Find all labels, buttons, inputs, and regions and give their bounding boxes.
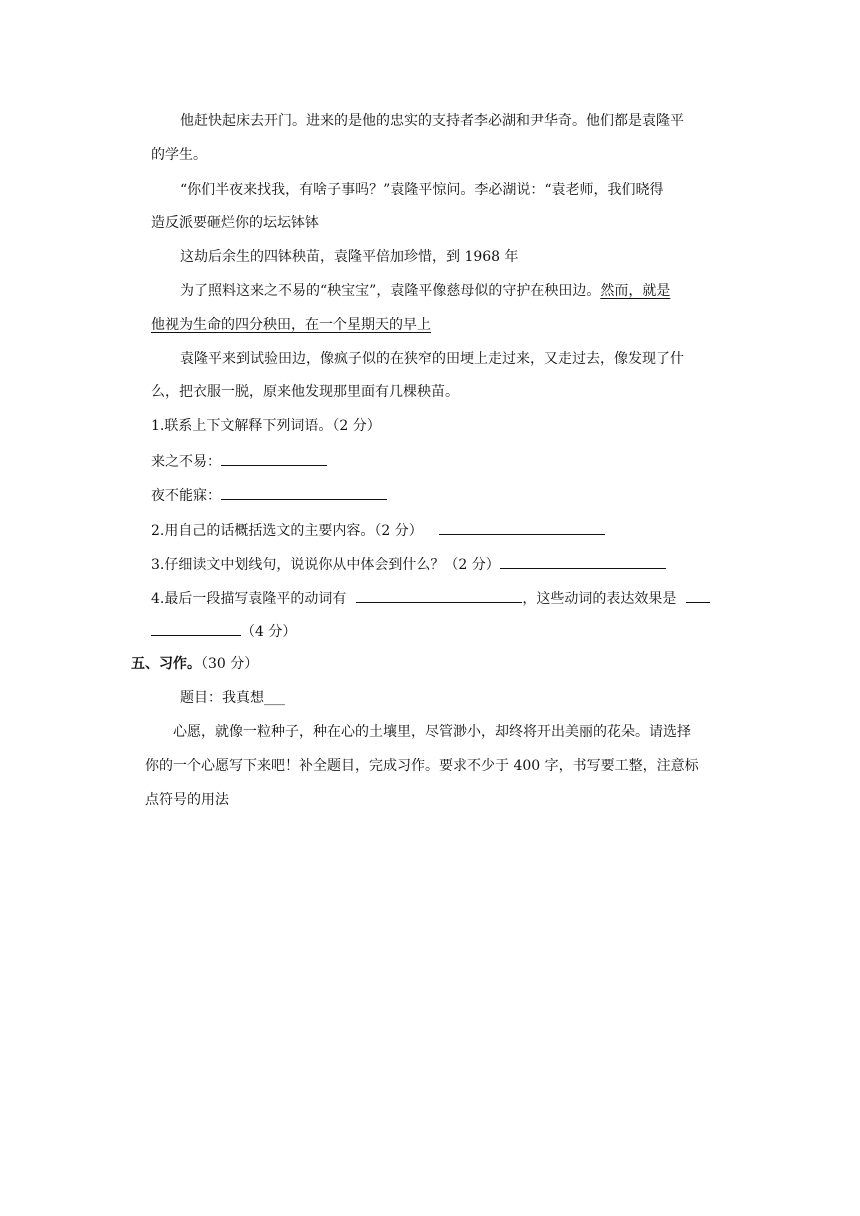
question-3-row <box>151 554 666 575</box>
passage-p3: 这劫后余生的四钵秧苗，袁隆平倍加珍惜，到 1968 年 <box>180 249 519 265</box>
question-4-row <box>151 588 710 609</box>
question-2: 2.用自己的话概括选文的主要内容。（2 分） <box>151 523 423 539</box>
question-1a-row <box>151 451 327 472</box>
passage-p2-line2: 造反派要砸烂你的坛坛钵钵 <box>151 215 319 231</box>
answer-blank-1a[interactable] <box>221 451 327 466</box>
answer-blank-1b[interactable] <box>221 485 387 500</box>
question-3: 3.仔细读文中划线句，说说你从中体会到什么？（2 分） <box>151 557 500 573</box>
question-4-row2 <box>151 621 296 642</box>
question-4-part1: 4.最后一段描写袁隆平的动词有 <box>151 591 347 607</box>
section-5-heading <box>131 654 258 674</box>
section-5-title: 五、习作。 <box>131 656 201 672</box>
question-4-score: （4 分） <box>241 624 297 640</box>
question-1a-label: 来之不易： <box>151 454 221 470</box>
underlined-sentence-start: 然而，就是 <box>600 283 671 299</box>
essay-prompt-line1: 心愿，就像一粒种子，种在心的土壤里，尽管渺小，却终将开出美丽的花朵。请选择 <box>173 724 691 740</box>
answer-blank-2[interactable] <box>439 520 605 535</box>
section-5-score: （30 分） <box>201 656 259 672</box>
essay-prompt-line3: 点符号的用法 <box>145 792 229 808</box>
passage-p4-line1 <box>180 281 670 301</box>
question-1: 1.联系上下文解释下列词语。（2 分） <box>151 418 381 434</box>
underlined-sentence-end: 他视为生命的四分秧田，在一个星期天的早上 <box>151 317 431 333</box>
essay-prompt-line2: 你的一个心愿写下来吧！补全题目，完成习作。要求不少于 400 字，书写要工整，注意标 <box>145 758 699 774</box>
passage-p1-line2: 的学生。 <box>151 147 207 163</box>
question-2-row <box>151 520 605 541</box>
question-1b-row <box>151 485 387 506</box>
question-4-part2: ，这些动词的表达效果是 <box>522 591 677 607</box>
passage-p5-line1: 袁隆平来到试验田边，像疯子似的在狭窄的田埂上走过来，又走过去，像发现了什 <box>180 351 684 367</box>
answer-blank-4a[interactable] <box>356 588 522 603</box>
answer-blank-3[interactable] <box>500 554 666 569</box>
question-1b-label: 夜不能寐： <box>151 488 221 504</box>
passage-p1-line1: 他赶快起床去开门。进来的是他的忠实的支持者李必湖和尹华奇。他们都是袁隆平 <box>180 113 684 129</box>
passage-p2-line1: “你们半夜来找我，有啥子事吗？”袁隆平惊问。李必湖说：“袁老师，我们晓得 <box>180 182 664 198</box>
passage-p4-plain: 为了照料这来之不易的“秧宝宝”，袁隆平像慈母似的守护在秧田边。 <box>180 283 601 299</box>
answer-blank-4c[interactable] <box>151 621 241 636</box>
passage-p5-line2: 么，把衣服一脱，原来他发现那里面有几棵秧苗。 <box>151 384 459 400</box>
essay-title: 题目：我真想___ <box>180 690 285 706</box>
answer-blank-4b[interactable] <box>686 588 710 603</box>
